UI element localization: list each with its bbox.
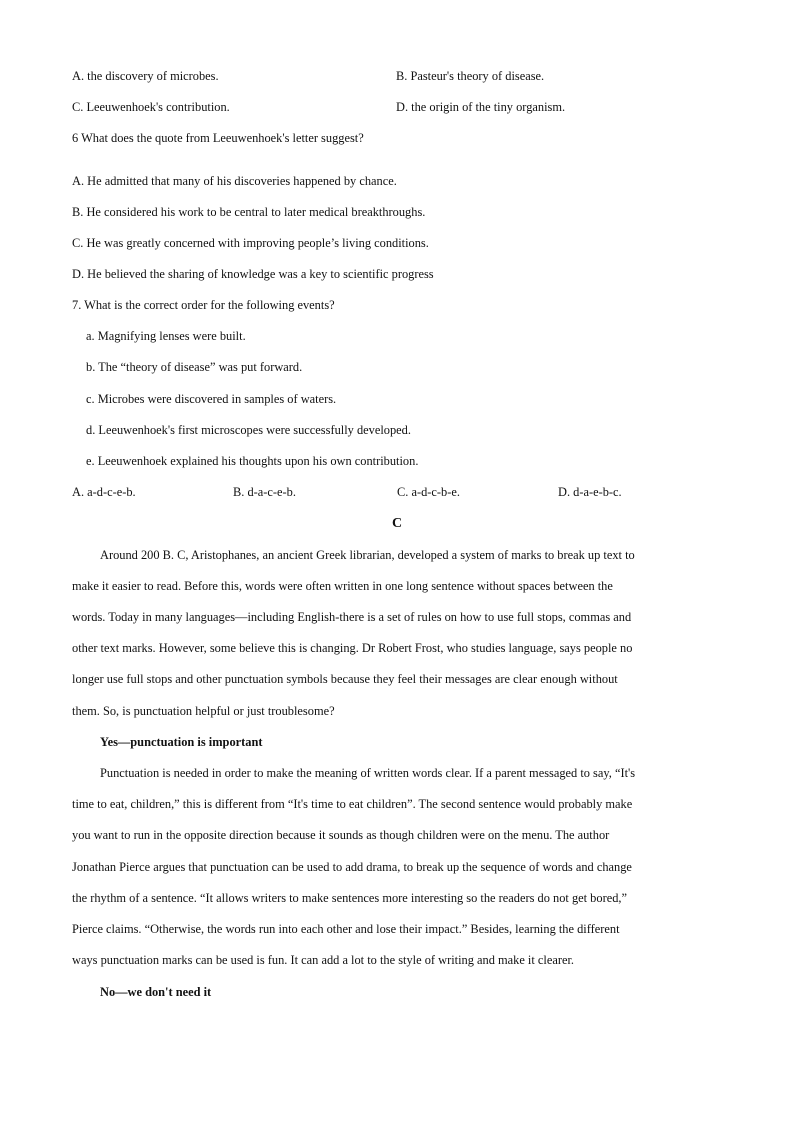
intro-line: make it easier to read. Before this, words were often written in one long sentence without spaces between the <box>72 579 613 593</box>
q6-question: 6 What does the quote from Leeuwenhoek's letter suggest? <box>72 131 364 145</box>
q5-option-d: D. the origin of the tiny organism. <box>396 100 566 114</box>
q7-question: 7. What is the correct order for the following events? <box>72 298 335 312</box>
q5-option-a: A. the discovery of microbes. <box>72 69 219 83</box>
yes-line: time to eat, children,” this is different from “It's time to eat children”. The second sentence would probably make <box>72 797 633 811</box>
q7-option-c: C. a-d-c-b-e. <box>397 485 460 499</box>
no-subheading: No—we don't need it <box>100 985 212 999</box>
q7-event-d: d. Leeuwenhoek's first microscopes were successfully developed. <box>86 423 411 437</box>
yes-line: ways punctuation marks can be used is fun. It can add a lot to the style of writing and make it clearer. <box>72 953 575 967</box>
intro-line: longer use full stops and other punctuation symbols because they feel their messages are clear enough without <box>72 672 618 686</box>
intro-line: Around 200 B. C, Aristophanes, an ancient Greek librarian, developed a system of marks to break up text to <box>100 548 635 562</box>
yes-line: you want to run in the opposite direction because it sounds as though children were on the menu. The author <box>72 828 610 842</box>
yes-line: Punctuation is needed in order to make the meaning of written words clear. If a parent messaged to say, “It's <box>100 766 636 780</box>
q7-event-a: a. Magnifying lenses were built. <box>86 329 246 343</box>
q6-option-d: D. He believed the sharing of knowledge was a key to scientific progress <box>72 267 434 281</box>
yes-subheading: Yes—punctuation is important <box>100 735 263 749</box>
yes-line: Jonathan Pierce argues that punctuation can be used to add drama, to break up the sequence of words and change <box>72 860 632 874</box>
q7-option-d: D. d-a-e-b-c. <box>558 485 622 499</box>
q7-event-c: c. Microbes were discovered in samples of waters. <box>86 392 337 406</box>
q5-option-c: C. Leeuwenhoek's contribution. <box>72 100 230 114</box>
intro-line: them. So, is punctuation helpful or just troublesome? <box>72 704 335 718</box>
q6-option-b: B. He considered his work to be central to later medical breakthroughs. <box>72 205 426 219</box>
yes-line: Pierce claims. “Otherwise, the words run into each other and lose their impact.” Besides, learning the different <box>72 922 620 936</box>
q6-option-c: C. He was greatly concerned with improving people’s living conditions. <box>72 236 429 250</box>
q6-option-a: A. He admitted that many of his discoveries happened by chance. <box>72 174 397 188</box>
section-heading: C <box>391 516 403 531</box>
intro-line: words. Today in many languages—including English-there is a set of rules on how to use full stops, commas and <box>72 610 632 624</box>
intro-line: other text marks. However, some believe this is changing. Dr Robert Frost, who studies language, says people no <box>72 641 633 655</box>
q7-option-b: B. d-a-c-e-b. <box>233 485 296 499</box>
q5-option-b: B. Pasteur's theory of disease. <box>396 69 545 83</box>
q7-event-e: e. Leeuwenhoek explained his thoughts upon his own contribution. <box>86 454 419 468</box>
q7-event-b: b. The “theory of disease” was put forward. <box>86 360 303 374</box>
yes-line: the rhythm of a sentence. “It allows writers to make sentences more interesting so the readers do not get bored,” <box>72 891 627 905</box>
q7-option-a: A. a-d-c-e-b. <box>72 485 136 499</box>
